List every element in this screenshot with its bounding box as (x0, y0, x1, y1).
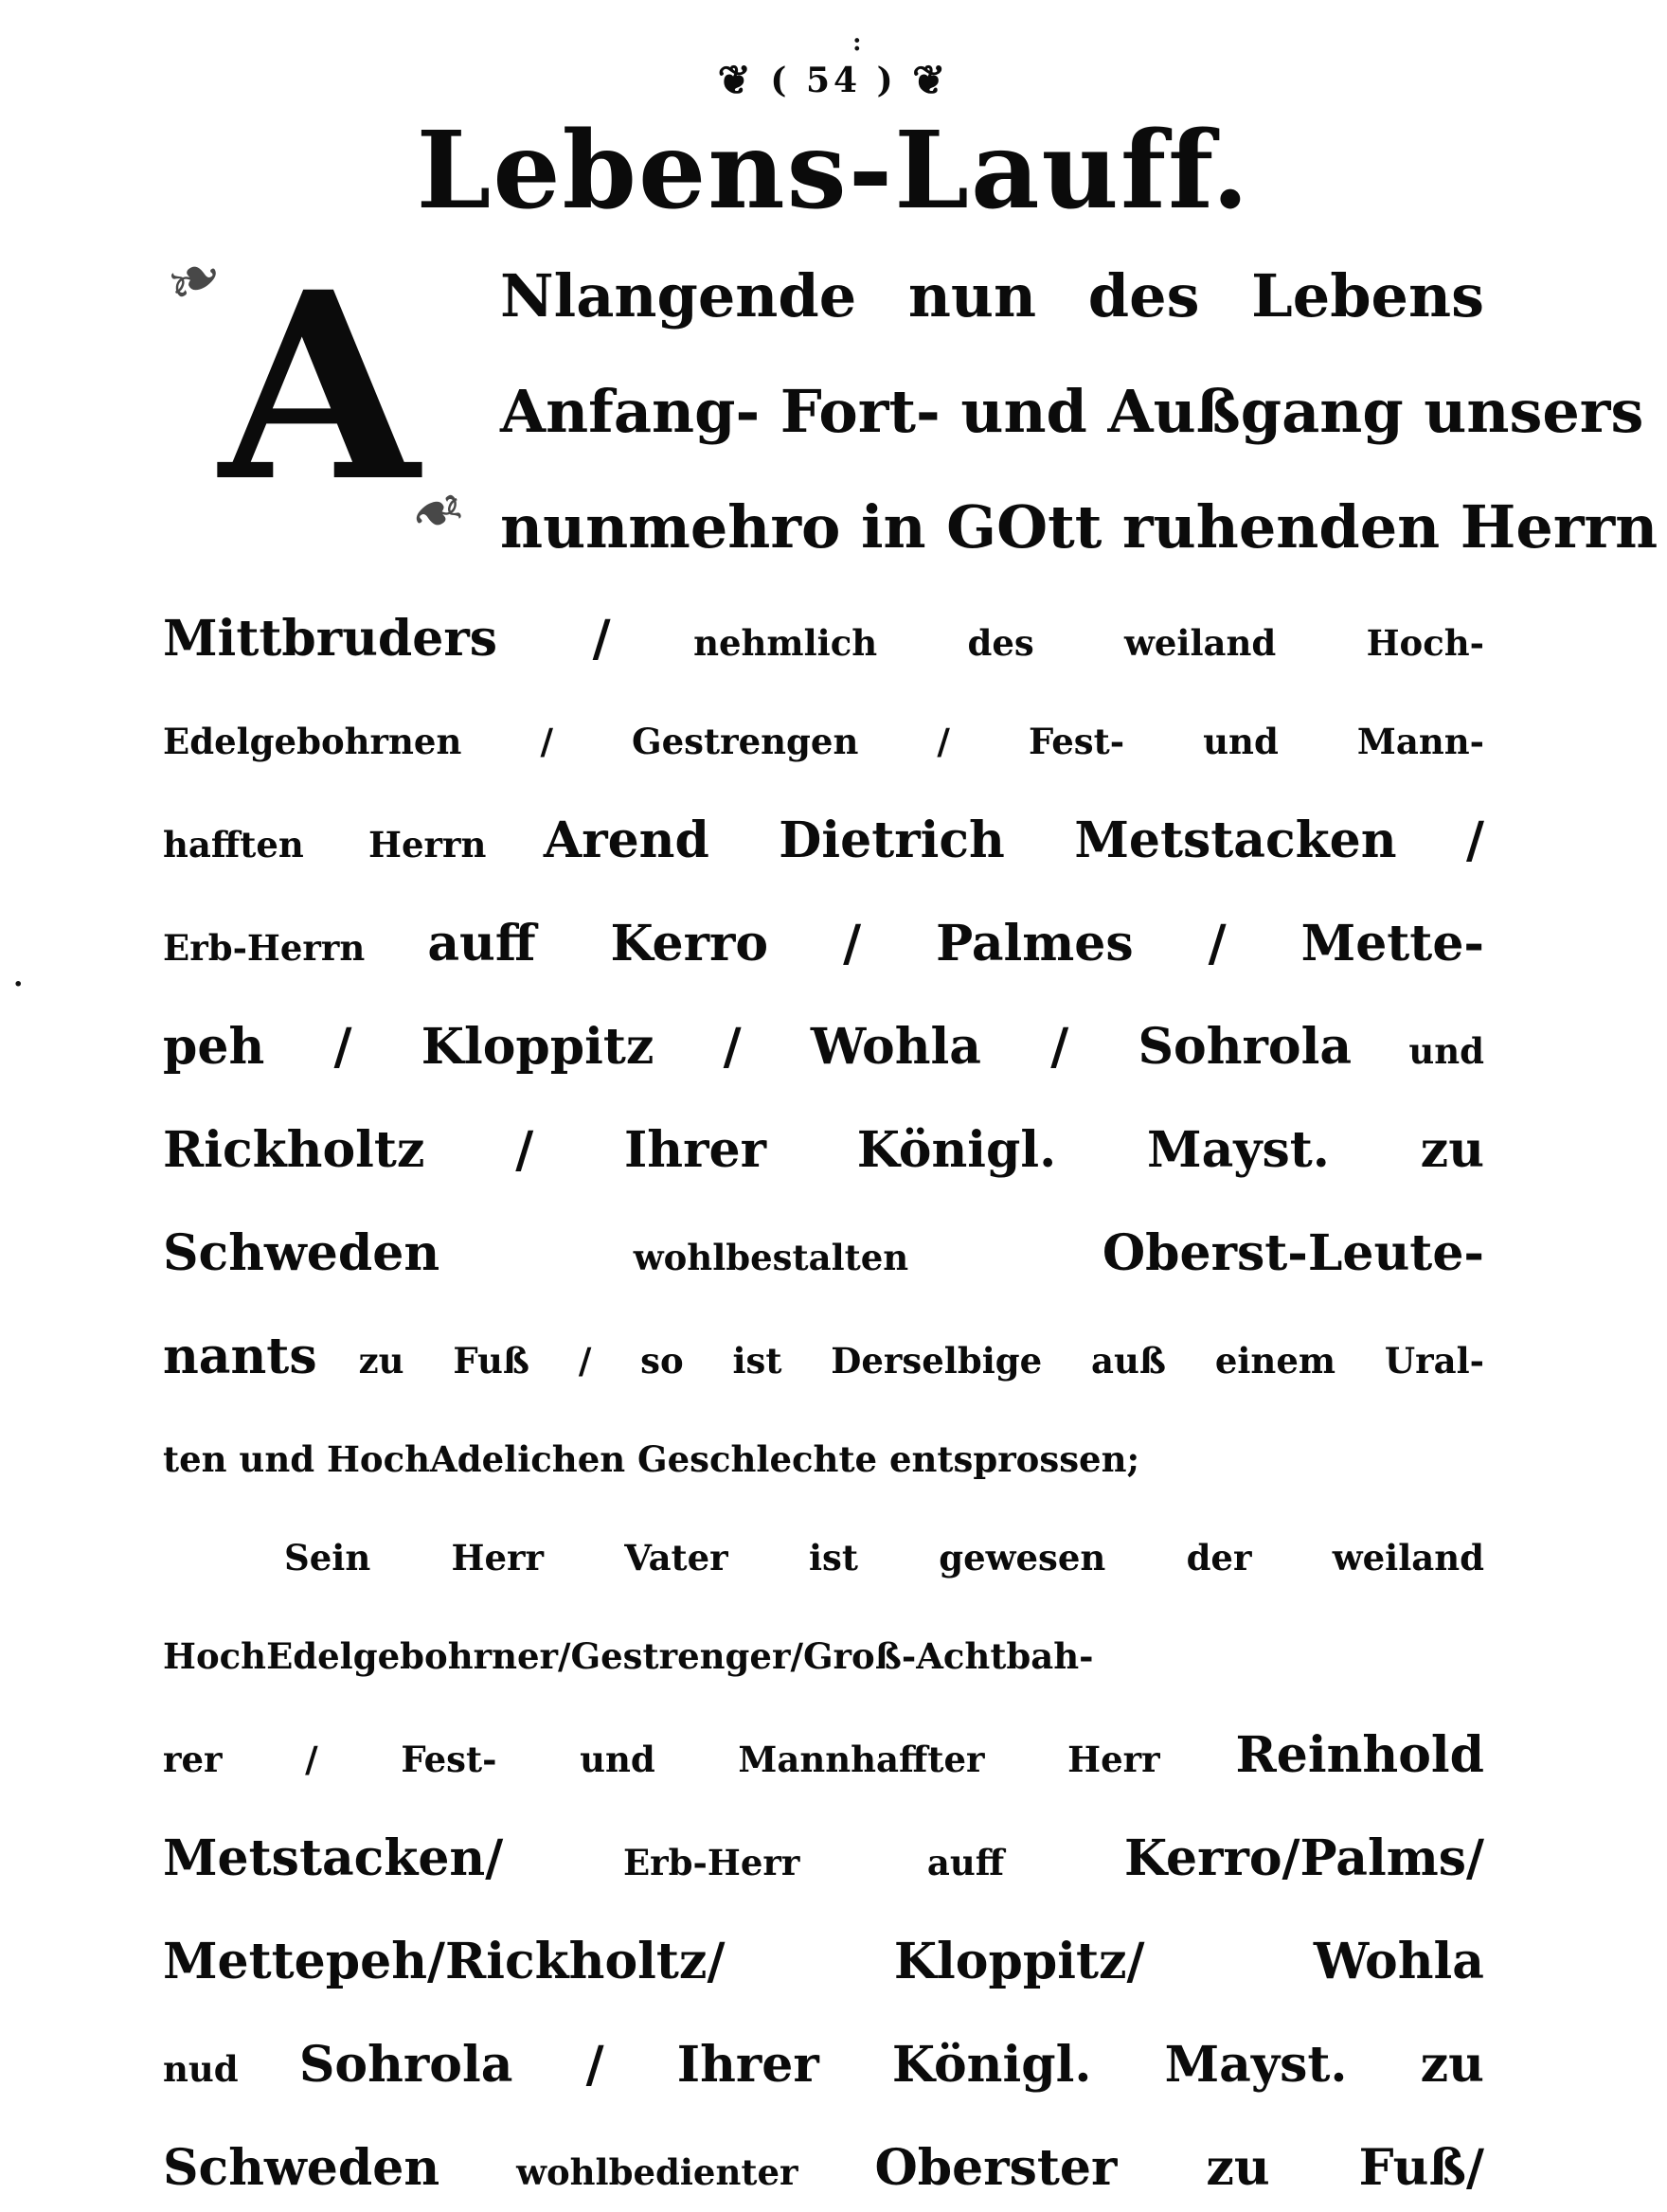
page-title: Lebens-Lauff. (416, 109, 1251, 233)
text-line (163, 696, 1484, 794)
text-segment: Edelgebohrnen / Gestrengen / Fest- und Mann- (163, 720, 1484, 762)
floral-ornament-left-icon: ❦ (717, 57, 755, 103)
text-segment: Anfang- Fort- und Außgang unsers (500, 376, 1644, 446)
text-segment: Metstacken/ (163, 1828, 504, 1887)
text-line (163, 1812, 1484, 1916)
text-line (163, 1611, 1484, 1709)
text-line (163, 1001, 1484, 1104)
text-segment: Schweden (163, 1223, 440, 1282)
text-line (163, 1709, 1484, 1812)
text-segment: auff Kerro / Palmes / Mette- (427, 914, 1484, 972)
text-segment: Mittbruders / (163, 609, 611, 668)
paragraph (152, 232, 1658, 1512)
text-line (163, 1311, 1484, 1414)
running-head (0, 55, 1667, 101)
text-segment: Oberst-Leute- (1102, 1223, 1484, 1282)
text-segment: nunmehro in GOtt ruhenden Herrn (500, 491, 1658, 562)
text-segment: rer / Fest- und Mannhaffter Herr (163, 1738, 1160, 1780)
text-line (163, 1414, 1484, 1512)
text-line (163, 1207, 1484, 1311)
text-segment: Nlangende nun des Lebens (500, 260, 1484, 330)
text-segment: wohlbedienter (516, 2150, 798, 2193)
ink-dot: · (13, 968, 24, 1001)
dropcap-flourish-icon: ❧ (152, 232, 237, 327)
text-segment: Erb-Herrn (163, 926, 366, 969)
text-segment: wohlbestalten (633, 1236, 909, 1278)
text-line (163, 593, 1484, 696)
text-segment: Arend Dietrich Metstacken / (543, 811, 1484, 869)
text-segment: nehmlich des weiland Hoch- (693, 621, 1484, 664)
text-segment: Sein Herr Vater ist gewesen der weiland (284, 1536, 1484, 1579)
text-segment: und (1408, 1029, 1485, 1072)
text-segment: nants (163, 1327, 317, 1385)
text-line (163, 1512, 1484, 1611)
dropcap-flourish-icon: ❧ (396, 465, 480, 560)
text-segment: ten und HochAdelichen Geschlechte entsprossen; (163, 1437, 1140, 1480)
text-segment: Oberster zu Fuß/ (874, 2138, 1484, 2197)
text-segment: Erb-Herr auff (622, 1841, 1005, 1883)
text-segment: nud (163, 2047, 239, 2090)
paragraph (163, 1512, 1484, 2212)
text-line (163, 1104, 1484, 1207)
text-segment: HochEdelgebohrner/Gestrenger/Groß-Achtbah- (163, 1634, 1094, 1677)
text-segment: Reinhold (1235, 1725, 1484, 1784)
text-line (163, 898, 1484, 1001)
text-segment: Kerro/Palms/ (1123, 1828, 1484, 1887)
text-segment: Sohrola / Ihrer Königl. Mayst. zu (298, 2035, 1484, 2094)
text-block (152, 232, 1658, 2212)
text-segment: zu Fuß / so ist Derselbige auß einem Ural- (358, 1339, 1484, 1382)
text-line (163, 2019, 1484, 2122)
text-line (163, 1916, 1484, 2019)
text-line (163, 794, 1484, 898)
ink-speck: : (852, 28, 862, 57)
text-segment: Schweden (163, 2138, 440, 2197)
ornamental-dropcap (152, 232, 480, 560)
text-segment: Mettepeh/Rickholtz/ Kloppitz/ Wohla (163, 1932, 1484, 1990)
page-number: ( 54 ) (770, 61, 897, 100)
text-line (163, 2122, 1484, 2212)
text-segment: peh / Kloppitz / Wohla / Sohrola (163, 1017, 1353, 1076)
floral-ornament-right-icon: ❦ (912, 57, 950, 103)
text-segment: Rickholtz / Ihrer Königl. Mayst. zu (163, 1120, 1484, 1179)
text-segment: hafften Herrn (163, 823, 487, 865)
dropcap-initial: A (219, 236, 420, 539)
